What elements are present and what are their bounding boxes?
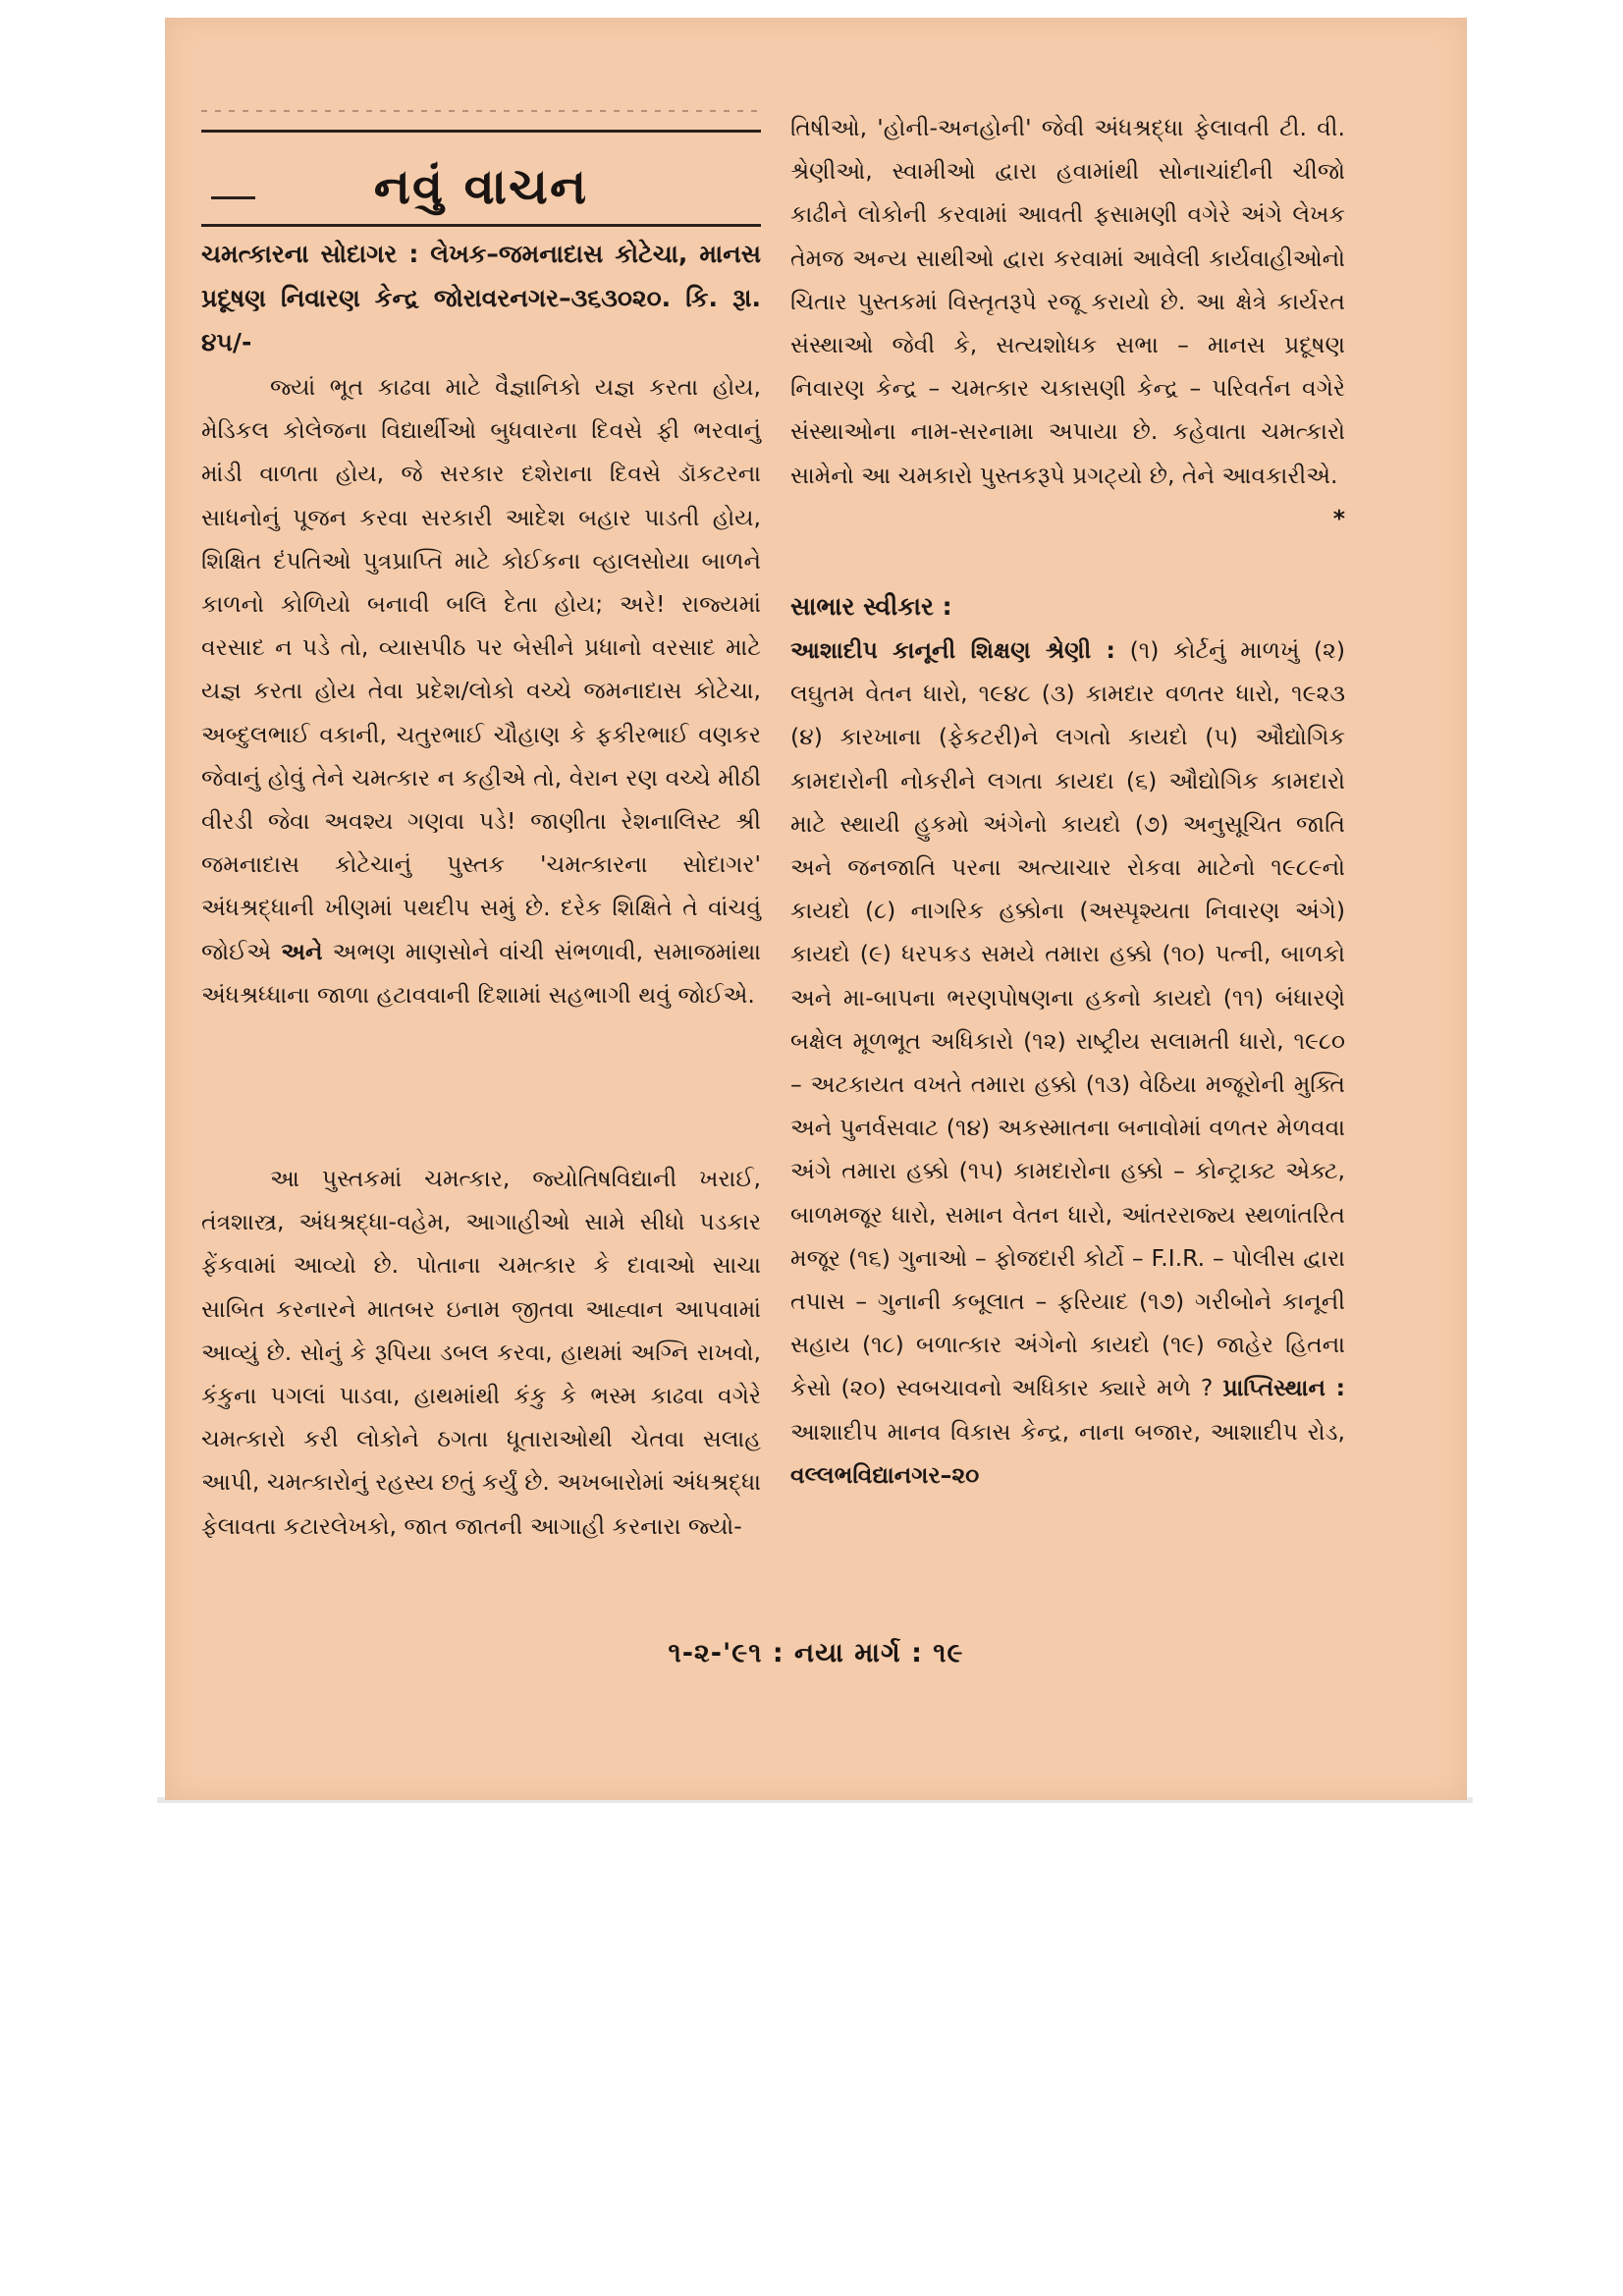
availability-city: વલ્લભવિદ્યાનગર–૨૦ <box>790 1460 980 1489</box>
review-paragraph-3-text: તિષીઓ, 'હોની-અનહોની' જેવી અંધશ્રદ્ધા ફેલાવતી ટી. વી. શ્રેણીઓ, સ્વામીઓ દ્વારા હવામાંથી સોનાચાંદીની ચીજો કાઢીને લોકોની કરવામાં આવતી ફસામણી વગેરે અંગે લેખક તેમજ અન્ય સાથીઓ દ્વારા કરવામાં આવેલી કાર્યવાહીઓનો ચિતાર પુસ્તકમાં વિસ્તૃતરૂપે રજૂ કરાયો છે. આ ક્ષેત્રે કાર્યરત સંસ્થાઓ જેવી કે, સત્યશોધક સભા – માનસ પ્રદૂષણ નિવારણ કેન્દ્ર – ચમત્કાર ચકાસણી કેન્દ્ર – પરિવર્તન વગેરે સંસ્થાઓના નામ-સરનામા અપાયા છે. કહેવાતા ચમત્કારો સામેનો આ ચમકારો પુસ્તકરૂપે પ્રગટ્યો છે, તેને આવકારીએ. <box>790 114 1345 489</box>
availability-text: આશાદીપ માનવ વિકાસ કેન્દ્ર, નાના બજાર, આશાદીપ રોડ, <box>790 1417 1345 1446</box>
review-paragraph-2-text: આ પુસ્તકમાં ચમત્કાર, જ્યોતિષવિદ્યાની ખરાઈ, તંત્રશાસ્ત્ર, અંધશ્રદ્ધા-વહેમ, આગાહીઓ સામે સીધો પડકાર ફેંકવામાં આવ્યો છે. પોતાના ચમત્કાર કે દાવાઓ સાચા સાબિત કરનારને માતબર ઇનામ જીતવા આહ્વાન આપવામાં આવ્યું છે. સોનું કે રૂપિયા ડબલ કરવા, હાથમાં અગ્નિ રાખવો, કંકુના પગલાં પાડવા, હાથમાંથી કંકુ કે ભસ્મ કાઢવા વગેરે ચમત્કારો કરી લોકોને ઠગતા ધૂતારાઓથી ચેતવા સલાહ આપી, ચમત્કારોનું રહસ્ય છતું કર્યું છે. અખબારોમાં અંધશ્રદ્ધા ફેલાવતા કટારલેખકો, જાત જાતની આગાહી કરનારા જ્યો- <box>201 1165 761 1540</box>
acknowledgement-heading: સાભાર સ્વીકાર : <box>790 592 952 621</box>
review-paragraph-3 <box>790 106 1345 540</box>
top-rule <box>201 130 761 133</box>
availability-label: પ્રાપ્તિસ્થાન : <box>1222 1374 1345 1402</box>
series-title: આશાદીપ કાનૂની શિક્ષણ શ્રેણી : <box>790 636 1115 664</box>
review-paragraph-1 <box>201 365 761 1016</box>
book-title: ચમત્કારના સોદાગર <box>201 240 398 268</box>
end-mark: * <box>1332 504 1345 532</box>
page-footer: ૧-૨-'૯૧ : નયા માર્ગ : ૧૯ <box>668 1638 964 1668</box>
top-faint-rule <box>201 110 761 112</box>
book-review-header <box>201 232 761 364</box>
section-heading-row <box>201 147 761 226</box>
review-paragraph-1-end: અભણ માણસોને વાંચી સંભળાવી, સમાજમાંથા અંધશ્રધ્ધાના જાળા હટાવવાની દિશામાં સહભાગી થવું જોઈએ. <box>201 937 761 1009</box>
review-paragraph-1-text: જ્યાં ભૂત કાઢવા માટે વૈજ્ઞાનિકો યજ્ઞ કરતા હોય, મેડિકલ કોલેજના વિદ્યાર્થીઓ બુધવારના દિવસે ફી ભરવાનું માંડી વાળતા હોય, જે સરકાર દશેરાના દિવસે ડૉકટરના સાધનોનું પૂજન કરવા સરકારી આદેશ બહાર પાડતી હોય, શિક્ષિત દંપતિઓ પુત્રપ્રાપ્તિ માટે કોઈકના વ્હાલસોયા બાળને કાળનો કોળિયો બનાવી બલિ દેતા હોય; અરે! રાજ્યમાં વરસાદ ન પડે તો, વ્યાસપીઠ પર બેસીને પ્રધાનો વરસાદ માટે યજ્ઞ કરતા હોય તેવા પ્રદેશ/લોકો વચ્ચે જમનાદાસ કોટેચા, અબ્દુલભાઈ વકાની, ચતુરભાઈ ચૌહાણ કે ફકીરભાઈ વણકર જેવાનું હોવું તેને ચમત્કાર ન કહીએ તો, વેરાન રણ વચ્ચે મીઠી વીરડી જેવા અવશ્ય ગણવા પડે! જાણીતા રેશનાલિસ્ટ શ્રી જમનાદાસ કોટેચાનું પુસ્તક 'ચમત્કારના સોદાગર' અંધશ્રદ્ધાની ખીણમાં પથદીપ સમું છે. દરેક શિક્ષિતે તે વાંચવું જોઈએ <box>201 373 761 965</box>
book-byline: : લેખક–જમનાદાસ કોટેચા, માનસ પ્રદૂષણ નિવારણ કેન્દ્ર જોરાવરનગર–૩૬૩૦૨૦. કિ. રૂા. ૪૫/- <box>201 240 761 356</box>
heading-underline <box>201 224 761 227</box>
review-paragraph-2 <box>201 1157 761 1548</box>
acknowledgement-body <box>790 629 1345 1497</box>
section-heading: નવું વાચન <box>373 157 589 215</box>
series-list: (૧) કોર્ટનું માળખું (૨) લઘુતમ વેતન ધારો, ૧૯૪૮ (૩) કામદાર વળતર ધારો, ૧૯૨૩ (૪) કારખાના (ફેકટરી)ને લગતો કાયદો (૫) ઔદ્યોગિક કામદારોની નોકરીને લગતા કાયદા (૬) ઔદ્યોગિક કામદારો માટે સ્થાયી હુકમો અંગેનો કાયદો (૭) અનુસૂચિત જાતિ અને જનજાતિ પરના અત્યાચાર રોકવા માટેનો ૧૯૮૯નો કાયદો (૮) નાગરિક હક્કોના (અસ્પૃશ્યતા નિવારણ અંગે) કાયદો (૯) ધરપકડ સમયે તમારા હક્કો (૧૦) પત્ની, બાળકો અને મા-બાપના ભરણપોષણના હકનો કાયદો (૧૧) બંધારણે બક્ષેલ મૂળભૂત અધિકારો (૧૨) રાષ્ટ્રીય સલામતી ધારો, ૧૯૮૦ – અટકાયત વખતે તમારા હક્કો (૧૩) વેઠિયા મજૂરોની મુક્તિ અને પુનર્વસવાટ (૧૪) અકસ્માતના બનાવોમાં વળતર મેળવવા અંગે તમારા હક્કો (૧૫) કામદારોના હક્કો – કોન્ટ્રાક્ટ એક્ટ, બાળમજૂર ધારો, સમાન વેતન ધારો, આંતરરાજ્ય સ્થળાંતરિત મજૂર (૧૬) ગુનાઓ – ફોજદારી કોર્ટો – F.I.R. – પોલીસ દ્વારા તપાસ – ગુનાની કબૂલાત – ફરિયાદ (૧૭) ગરીબોને કાનૂની સહાય (૧૮) બળાત્કાર અંગેનો કાયદો (૧૯) જાહેર હિતના કેસો (૨૦) સ્વબચાવનો અધિકાર ક્યારે મળે ? <box>790 636 1345 1402</box>
review-paragraph-1-bold: અને <box>281 937 323 965</box>
